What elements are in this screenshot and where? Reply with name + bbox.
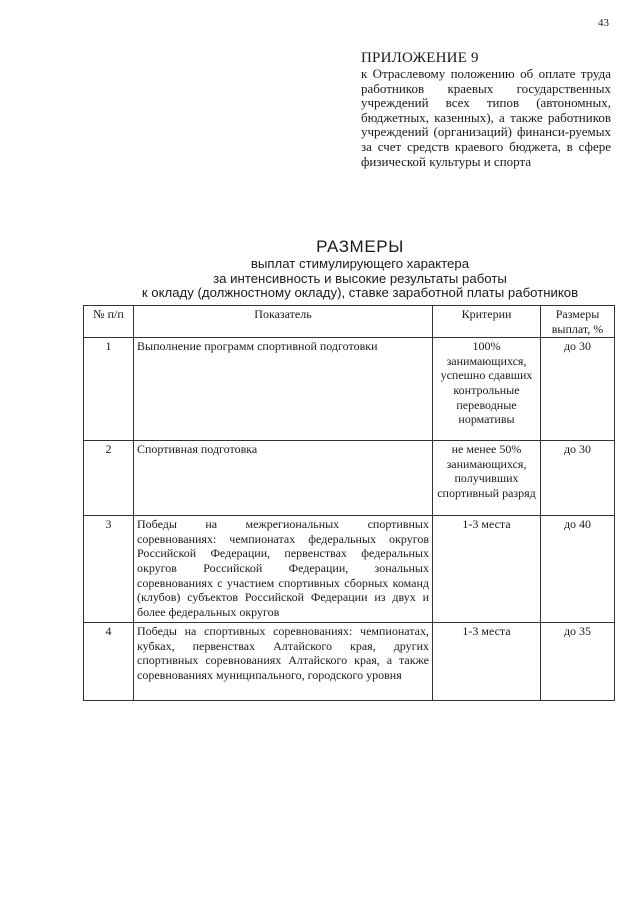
table-row	[84, 441, 615, 516]
row-criteria: 1-3 места	[433, 623, 541, 701]
heading-title: РАЗМЕРЫ	[316, 237, 404, 256]
header-num: № п/п	[84, 306, 134, 338]
row-size: до 30	[541, 441, 615, 516]
row-criteria: 1-3 места	[433, 516, 541, 623]
table-row	[84, 516, 615, 623]
row-num: 3	[84, 516, 134, 623]
appendix-block	[361, 50, 611, 169]
appendix-text: к Отраслевому положению об оплате труда работников краевых государственных учреждений всех типов (автономных, бюджетных, казенных), а также работников учреждений (организаций) финанси-руемых за счет средств краевого бюджета, в сфере физической культуры и спорта	[361, 66, 611, 169]
row-criteria: не менее 50% занимающихся, получивших спортивный разряд	[433, 441, 541, 516]
row-size: до 40	[541, 516, 615, 623]
row-indicator: Выполнение программ спортивной подготовки	[134, 338, 433, 441]
heading-line: выплат стимулирующего характера	[250, 256, 470, 271]
table-row	[84, 623, 615, 701]
row-num: 2	[84, 441, 134, 516]
payments-table	[83, 305, 615, 701]
row-indicator: Победы на спортивных соревнованиях: чемпионатах, кубках, первенствах Алтайского края, других спортивных соревнованиях Алтайского края, а также соревнованиях муниципального, городского уровня	[134, 623, 433, 701]
row-size: до 35	[541, 623, 615, 701]
table-header-row	[84, 306, 615, 338]
heading-line: к окладу (должностному окладу), ставке заработной платы работников	[141, 285, 579, 300]
header-indicator: Показатель	[134, 306, 433, 338]
header-size: Размеры выплат, %	[541, 306, 615, 338]
row-indicator: Спортивная подготовка	[134, 441, 433, 516]
row-size: до 30	[541, 338, 615, 441]
appendix-title: ПРИЛОЖЕНИЕ 9	[361, 50, 479, 66]
row-indicator: Победы на межрегиональных спортивных соревнованиях: чемпионатах федеральных округов Российской Федерации, первенствах федеральных округов Российской Федерации, зональных соревнованиях с участием спортивных сборных команд (клубов) субъектов Российской Федерации из двух и более федеральных округов	[134, 516, 433, 623]
header-criteria: Критерии	[433, 306, 541, 338]
row-criteria: 100% занимающихся, успешно сдавших контрольные переводные нормативы	[433, 338, 541, 441]
page-number: 43	[598, 17, 609, 29]
document-heading	[80, 237, 640, 301]
table-row	[84, 338, 615, 441]
row-num: 1	[84, 338, 134, 441]
heading-line: за интенсивность и высокие результаты работы	[213, 270, 507, 286]
row-num: 4	[84, 623, 134, 701]
